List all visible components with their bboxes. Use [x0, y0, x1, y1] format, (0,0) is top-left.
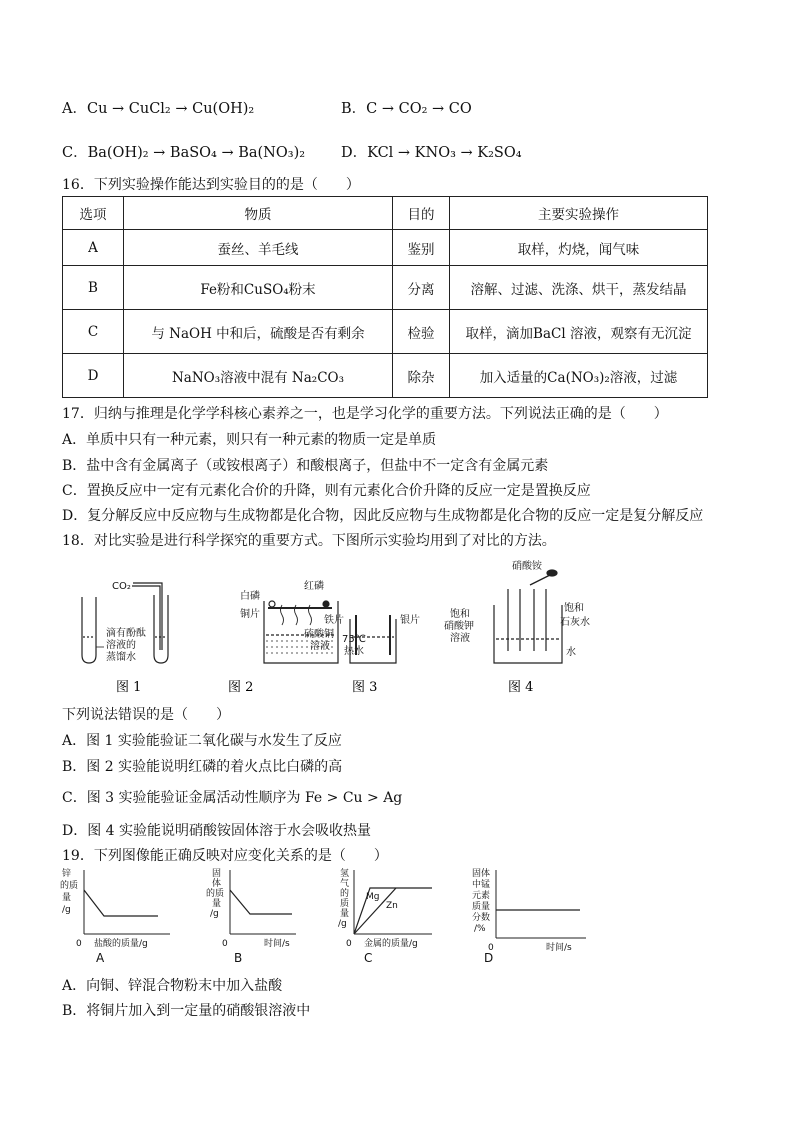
- graph-a-ylabel-2: 的质: [60, 881, 79, 891]
- graph-a-ylabel-4: /g: [62, 905, 71, 915]
- red-phosphorus-label: 红磷: [304, 581, 324, 592]
- table-cell: 溶解、过滤、洗涤、烘干，蒸发结晶: [450, 266, 708, 310]
- graph-d-ylabel-2: 中锰: [472, 880, 491, 890]
- fig1-caption: 图 1: [116, 680, 142, 695]
- q18-figures: [60, 555, 700, 700]
- q15-option-a: A．Cu → CuCl₂ → Cu(OH)₂: [62, 101, 255, 117]
- q16-table: [62, 196, 708, 398]
- graph-a-ylabel-3: 量: [62, 893, 72, 903]
- co2-label: CO₂: [112, 581, 131, 592]
- fig4-right-label-1: 饱和: [564, 603, 584, 614]
- graph-c-ylabel-6: /g: [338, 919, 347, 929]
- table-row: [63, 230, 708, 266]
- header-cell: 物质: [124, 197, 393, 230]
- graph-c-origin: 0: [346, 939, 352, 949]
- header-cell: 目的: [393, 197, 450, 230]
- q19-graphs: [60, 866, 600, 966]
- table-cell: C: [63, 310, 124, 354]
- graph-c-ylabel-4: 质: [340, 899, 350, 909]
- table-cell: D: [63, 354, 124, 398]
- graph-b-ylabel-5: /g: [210, 909, 219, 919]
- q15-option-c: C．Ba(OH)₂ → BaSO₄ → Ba(NO₃)₂: [62, 145, 306, 161]
- fig4-water-label: 水: [566, 647, 576, 658]
- q19-option-a: A．向铜、锌混合物粉末中加入盐酸: [62, 978, 283, 994]
- q18-stem: 18．对比实验是进行科学探究的重要方式。下图所示实验均用到了对比的方法。: [62, 533, 556, 549]
- graph-b-ylabel-2: 体: [212, 879, 222, 889]
- table-cell: B: [63, 266, 124, 310]
- graph-b-xlabel: 时间/s: [264, 939, 290, 949]
- q18-option-d: D．图 4 实验能说明硝酸铵固体溶于水会吸收热量: [62, 823, 372, 839]
- graph-b-ylabel-3: 的质: [206, 889, 225, 899]
- fig4-left-label-3: 溶液: [450, 633, 470, 644]
- hot-water-label: 热水: [344, 646, 364, 657]
- fig2-caption: 图 2: [228, 680, 254, 695]
- graph-a-origin: 0: [76, 939, 82, 949]
- graph-d-ylabel-3: 元素: [472, 891, 491, 901]
- figure-4: [444, 559, 590, 663]
- fig1-liquid-label-3: 蒸馏水: [106, 652, 136, 663]
- table-cell: 除杂: [393, 354, 450, 398]
- table-row: [63, 266, 708, 310]
- fig4-left-label-1: 饱和: [450, 609, 470, 620]
- table-cell: NaNO₃溶液中混有 Na₂CO₃: [124, 354, 393, 398]
- graph-b-caption: B: [234, 951, 243, 965]
- graph-d-ylabel-1: 固体: [472, 869, 491, 879]
- graph-c-ylabel-5: 量: [340, 909, 350, 919]
- graph-d-origin: 0: [488, 943, 494, 953]
- fig1-liquid-label-2: 溶液的: [106, 640, 136, 651]
- graph-d-caption: D: [484, 951, 494, 965]
- graph-c-ylabel-1: 氢: [340, 869, 350, 879]
- table-row: [63, 354, 708, 398]
- graph-c-zn-label: Zn: [386, 901, 398, 911]
- silver-sheet-label: 银片: [400, 615, 420, 626]
- graph-a: [60, 867, 170, 965]
- graph-b: [206, 868, 296, 965]
- fig3-caption: 图 3: [352, 680, 378, 695]
- graph-c-xlabel: 金属的质量/g: [364, 939, 418, 949]
- table-cell: 取样，灼烧，闻气味: [450, 230, 708, 266]
- graph-c: [338, 867, 432, 965]
- q17-option-a: A．单质中只有一种元素，则只有一种元素的物质一定是单质: [62, 432, 437, 448]
- graph-d-xlabel: 时间/s: [546, 943, 572, 953]
- table-cell: 鉴别: [393, 230, 450, 266]
- table-cell: 检验: [393, 310, 450, 354]
- graph-d: [472, 867, 586, 965]
- table-header-row: [63, 197, 708, 230]
- graph-c-mg-label: Mg: [366, 892, 380, 902]
- q18-option-c: C．图 3 实验能验证金属活动性顺序为 Fe > Cu > Ag: [62, 790, 403, 806]
- figure-1: [82, 581, 168, 663]
- table-cell: 取样，滴加BaCl 溶液，观察有无沉淀: [450, 310, 708, 354]
- figure-2: [240, 579, 366, 663]
- q15-option-b: B．C → CO₂ → CO: [341, 101, 472, 117]
- table-cell: 蚕丝、羊毛线: [124, 230, 393, 266]
- graph-a-xlabel: 盐酸的质量/g: [94, 939, 148, 949]
- q16-stem: 16．下列实验操作能达到实验目的的是（ ）: [62, 177, 360, 193]
- graph-a-caption: A: [96, 951, 105, 965]
- q17-stem: 17．归纳与推理是化学学科核心素养之一，也是学习化学的重要方法。下列说法正确的是（ ）: [62, 406, 668, 422]
- table-cell: A: [63, 230, 124, 266]
- q18-ask: 下列说法错误的是（ ）: [62, 707, 230, 723]
- graph-a-ylabel-1: 锌: [62, 869, 72, 879]
- copper-sulfate-label-1: 硫酸铜: [304, 629, 334, 640]
- table-cell: 分离: [393, 266, 450, 310]
- temperature-label: 75℃: [342, 634, 366, 645]
- graph-b-origin: 0: [222, 939, 228, 949]
- graph-b-ylabel-1: 固: [212, 869, 222, 879]
- q18-option-a: A．图 1 实验能验证二氧化碳与水发生了反应: [62, 733, 342, 749]
- q18-option-b: B．图 2 实验能说明红磷的着火点比白磷的高: [62, 759, 343, 775]
- header-cell: 选项: [63, 197, 124, 230]
- graph-c-ylabel-3: 的: [340, 889, 350, 899]
- table-cell: Fe粉和CuSO₄粉末: [124, 266, 393, 310]
- white-phosphorus-label: 白磷: [240, 591, 260, 602]
- fig4-right-label-2: 石灰水: [560, 617, 590, 628]
- fig1-liquid-label-1: 滴有酚酞: [106, 628, 146, 639]
- copper-sulfate-label-2: 溶液: [310, 641, 330, 652]
- q17-option-c: C．置换反应中一定有元素化合价的升降，则有元素化合价升降的反应一定是置换反应: [62, 483, 591, 499]
- table-row: [63, 310, 708, 354]
- fig4-caption: 图 4: [508, 680, 534, 695]
- table-cell: 与 NaOH 中和后，硫酸是否有剩余: [124, 310, 393, 354]
- graph-c-caption: C: [364, 951, 373, 965]
- q19-option-b: B．将铜片加入到一定量的硝酸银溶液中: [62, 1003, 311, 1019]
- q19-stem: 19．下列图像能正确反映对应变化关系的是（ ）: [62, 848, 388, 864]
- table-cell: 加入适量的Ca(NO₃)₂溶液，过滤: [450, 354, 708, 398]
- q17-option-b: B．盐中含有金属离子（或铵根离子）和酸根离子，但盐中不一定含有金属元素: [62, 458, 549, 474]
- iron-sheet-label: 铁片: [324, 615, 344, 626]
- copper-sheet-label: 铜片: [240, 609, 260, 620]
- fig4-left-label-2: 硝酸钾: [444, 621, 474, 632]
- graph-c-ylabel-2: 气: [340, 879, 350, 889]
- q17-option-d: D．复分解反应中反应物与生成物都是化合物，因此反应物与生成物都是化合物的反应一定是复分解反应: [62, 508, 704, 524]
- ammonium-nitrate-label: 硝酸铵: [512, 561, 542, 572]
- graph-b-ylabel-4: 量: [212, 899, 222, 909]
- graph-d-ylabel-6: /%: [474, 924, 486, 934]
- graph-d-ylabel-4: 质量: [472, 902, 491, 912]
- header-cell: 主要实验操作: [450, 197, 708, 230]
- q15-option-d: D．KCl → KNO₃ → K₂SO₄: [341, 145, 522, 161]
- graph-d-ylabel-5: 分数: [472, 913, 491, 923]
